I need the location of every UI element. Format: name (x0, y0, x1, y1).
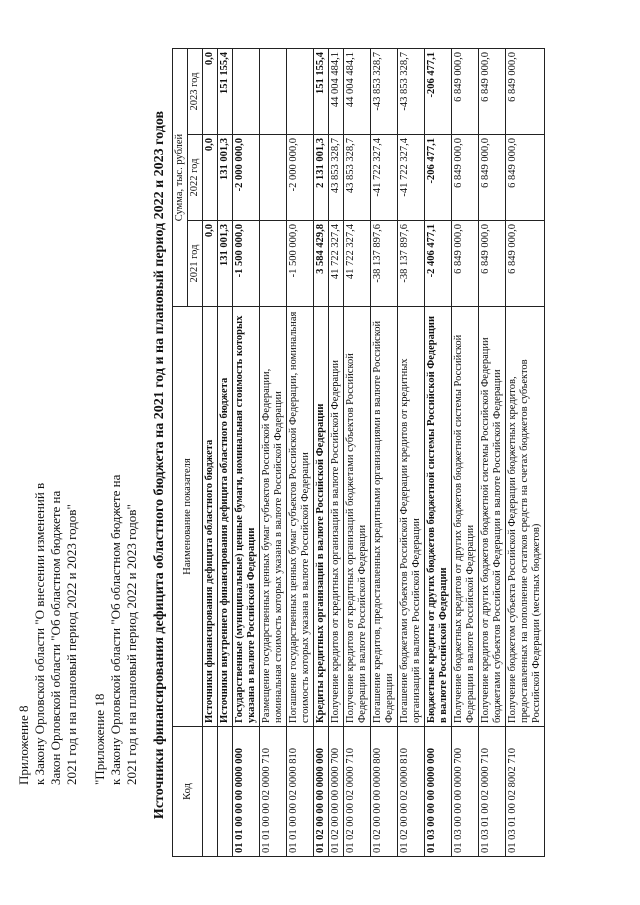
row-value-2021: 3 584 429,8 (314, 221, 329, 307)
row-name: Источники финансирования дефицита областного бюджета (203, 307, 218, 727)
row-value-2023: 6 849 000,0 (452, 49, 479, 135)
row-code: 01 02 00 00 00 0000 000 (314, 727, 329, 857)
column-header-sum: Сумма, тыс. рублей (173, 49, 188, 307)
table-row (506, 49, 545, 857)
row-code: 01 03 01 00 02 8002 710 (506, 727, 545, 857)
row-code: 01 03 00 00 00 0000 700 (452, 727, 479, 857)
table-row (371, 49, 398, 857)
row-name: Кредиты кредитных организаций в валюте Российской Федерации (314, 307, 329, 727)
appendix-8-line-1: к Закону Орловской области "О внесении изменений в (32, 482, 47, 785)
row-value-2023: 44 004 484,1 (329, 49, 344, 135)
row-value-2021: 6 849 000,0 (479, 221, 506, 307)
row-value-2021: -1 500 000,0 (287, 221, 314, 307)
column-header-year: 2021 год (188, 221, 203, 307)
column-header-code: Код (173, 727, 203, 857)
row-name: Получение кредитов от кредитных организаций в валюте Российской Федерации (329, 307, 344, 727)
row-value-2021: -1 500 000,0 (233, 221, 260, 307)
row-value-2023: 0,0 (203, 49, 218, 135)
row-value-2023: 44 004 484,1 (344, 49, 371, 135)
table-row (287, 49, 314, 857)
table-row (344, 49, 371, 857)
row-code (218, 727, 233, 857)
row-value-2021: 41 722 327,4 (329, 221, 344, 307)
appendix-18-line-1: к Закону Орловской области "Об областном бюджете на (108, 474, 123, 785)
appendix-8-title: Приложение 8 (16, 705, 31, 785)
row-name: Бюджетные кредиты от других бюджетов бюджетной системы Российской Федерации в валюте Российской Федерации (425, 307, 452, 727)
table-row (314, 49, 329, 857)
row-code: 01 02 00 00 00 0000 700 (329, 727, 344, 857)
row-value-2021: 6 849 000,0 (506, 221, 545, 307)
row-value-2022: 131 001,3 (218, 135, 233, 221)
row-value-2023: -206 477,1 (425, 49, 452, 135)
row-value-2023: 6 849 000,0 (479, 49, 506, 135)
column-header-name: Наименование показателя (173, 307, 203, 727)
row-value-2022: -2 000 000,0 (233, 135, 260, 221)
row-code: 01 03 00 00 00 0000 000 (425, 727, 452, 857)
table-row (233, 49, 260, 857)
row-name: Получение кредитов от других бюджетов бюджетной системы Российской Федерации бюджетами субъектов Российской Федерации в валюте Российской Федерации (479, 307, 506, 727)
row-value-2022: -41 722 327,4 (398, 135, 425, 221)
row-value-2023: -43 853 328,7 (398, 49, 425, 135)
row-value-2022: -41 722 327,4 (371, 135, 398, 221)
row-name: Получение кредитов от кредитных организаций бюджетами субъектов Российской Федерации в валюте Российской Федерации (344, 307, 371, 727)
row-name: Государственные (муниципальные) ценные бумаги, номинальная стоимость которых указана в валюте Российской Федерации (233, 307, 260, 727)
row-value-2021: -38 137 897,6 (398, 221, 425, 307)
row-value-2021: -2 406 477,1 (425, 221, 452, 307)
row-name: Получение бюджетом субъекта Российской Федерации бюджетных кредитов, предоставленных на пополнение остатков средств на счетах бюджетов субъектов Российской Федерации (местных бюджетов) (506, 307, 545, 727)
row-code (203, 727, 218, 857)
row-name: Размещение государственных ценных бумаг субъектов Российской Федерации, номинальная стоимость которых указана в валюте Российской Федерации (260, 307, 287, 727)
row-value-2023: 6 849 000,0 (506, 49, 545, 135)
table-row (218, 49, 233, 857)
row-value-2022: 6 849 000,0 (452, 135, 479, 221)
table-row (398, 49, 425, 857)
appendix-18-line-2: 2021 год и на плановый период 2022 и 2023 годов" (124, 504, 139, 785)
row-value-2022 (260, 135, 287, 221)
table-row (203, 49, 218, 857)
row-value-2022: 43 853 328,7 (329, 135, 344, 221)
row-code: 01 01 00 00 02 0000 710 (260, 727, 287, 857)
row-value-2023 (287, 49, 314, 135)
row-value-2021: 131 001,3 (218, 221, 233, 307)
row-value-2021: 0,0 (203, 221, 218, 307)
row-code: 01 03 01 00 02 0000 710 (479, 727, 506, 857)
row-value-2023 (260, 49, 287, 135)
row-value-2022: -206 477,1 (425, 135, 452, 221)
row-code: 01 02 00 00 00 0000 800 (371, 727, 398, 857)
table-row (329, 49, 344, 857)
row-value-2021: 41 722 327,4 (344, 221, 371, 307)
column-header-year: 2022 год (188, 135, 203, 221)
column-header-year: 2023 год (188, 49, 203, 135)
row-value-2021 (260, 221, 287, 307)
row-value-2023: 151 155,4 (314, 49, 329, 135)
appendix-8-line-2: Закон Орловской области "Об областном бюджете на (48, 490, 63, 785)
table-row (452, 49, 479, 857)
row-code: 01 01 00 00 02 0000 810 (287, 727, 314, 857)
row-value-2023: -43 853 328,7 (371, 49, 398, 135)
row-value-2021: 6 849 000,0 (452, 221, 479, 307)
row-value-2022: 43 853 328,7 (344, 135, 371, 221)
row-value-2022: 0,0 (203, 135, 218, 221)
row-value-2023 (233, 49, 260, 135)
table-row (260, 49, 287, 857)
row-value-2022: 2 131 001,3 (314, 135, 329, 221)
row-name: Получение бюджетных кредитов от других бюджетов бюджетной системы Российской Федерации в валюте Российской Федерации (452, 307, 479, 727)
row-name: Погашение бюджетами субъектов Российской Федерации кредитов от кредитных организаций в валюте Российской Федерации (398, 307, 425, 727)
table-row (425, 49, 452, 857)
row-value-2022: 6 849 000,0 (506, 135, 545, 221)
row-value-2021: -38 137 897,6 (371, 221, 398, 307)
appendix-8-line-3: 2021 год и на плановый период 2022 и 2023 годов" (64, 504, 79, 785)
appendix-8-header (16, 5, 80, 785)
row-code: 01 02 00 00 02 0000 710 (344, 727, 371, 857)
document-title: Источники финансирования дефицита областного бюджета на 2021 год и на плановый период 2022 и 2023 годов (152, 110, 167, 820)
financing-sources-table (172, 48, 545, 857)
appendix-18-title: "Приложение 18 (92, 693, 107, 785)
row-name: Источники внутреннего финансирования дефицита областного бюджета (218, 307, 233, 727)
table-row (479, 49, 506, 857)
row-value-2022: -2 000 000,0 (287, 135, 314, 221)
row-code: 01 02 00 00 02 0000 810 (398, 727, 425, 857)
row-name: Погашение кредитов, предоставленных кредитными организациями в валюте Российской Федерации (371, 307, 398, 727)
row-name: Погашение государственных ценных бумаг субъектов Российской Федерации, номинальная стоимость которых указана в валюте Российской Федерации (287, 307, 314, 727)
appendix-18-header (92, 5, 140, 785)
row-code: 01 01 00 00 00 0000 000 (233, 727, 260, 857)
table-header-row (173, 49, 188, 857)
row-value-2023: 151 155,4 (218, 49, 233, 135)
row-value-2022: 6 849 000,0 (479, 135, 506, 221)
